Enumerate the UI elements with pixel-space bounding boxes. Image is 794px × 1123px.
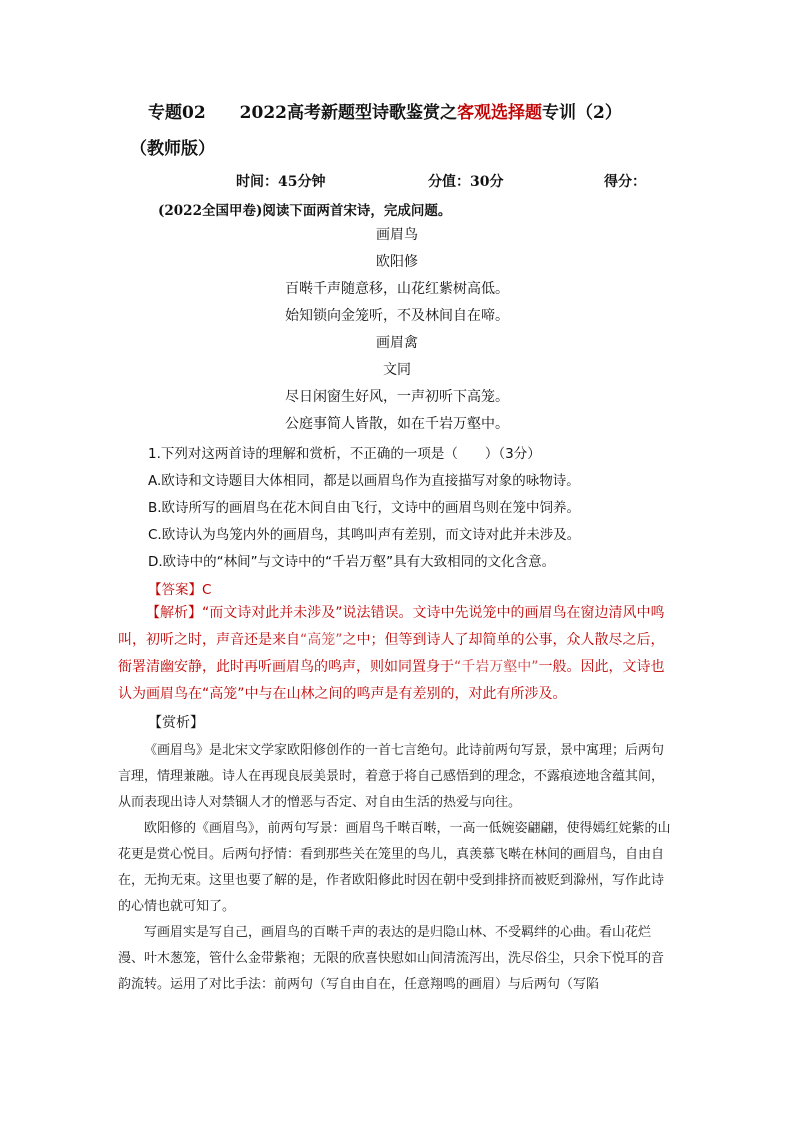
appreciation-label: 【赏析】 xyxy=(148,715,204,731)
appreciation-para-3 xyxy=(118,920,674,998)
poem2-line2: 公庭事简人皆散，如在千岩万壑中。 xyxy=(285,416,509,432)
poem1-line2: 始知锁向金笼听，不及林间自在啼。 xyxy=(285,308,509,324)
answer-line xyxy=(148,578,211,598)
option-b: B.欧诗所写的画眉鸟在花木间自由飞行，文诗中的画眉鸟则在笼中饲养。 xyxy=(148,500,581,516)
time-label: 时间：45分钟 xyxy=(236,174,326,190)
analysis-block xyxy=(118,600,674,708)
analysis-text-1: “而文诗对此并未涉及”说法错误。文诗中先说笼中的画眉鸟在窗边清风中鸣叫，初听之时，声音还是来自 xyxy=(118,605,665,648)
poem1-author: 欧阳修 xyxy=(376,254,418,270)
title-suffix: 专训（2） xyxy=(542,103,622,123)
option-d: D.欧诗中的“林间”与文诗中的“千岩万壑”具有大致相同的文化含意。 xyxy=(148,554,556,570)
analysis-highlight-1: “高笼” xyxy=(300,632,343,648)
poem1-line1: 百啭千声随意移，山花红紫树高低。 xyxy=(285,281,509,297)
question-stem: 1.下列对这两首诗的理解和赏析，不正确的一项是（ ）（3分） xyxy=(148,446,541,462)
option-c: C.欧诗认为鸟笼内外的画眉鸟，其鸣叫声有差别，而文诗对此并未涉及。 xyxy=(148,527,581,543)
appreciation-para-2 xyxy=(118,816,674,920)
page-title xyxy=(148,98,622,123)
got-label: 得分： xyxy=(604,174,646,190)
source-instruction: (2022全国甲卷)阅读下面两首宋诗，完成问题。 xyxy=(158,203,452,219)
option-a: A.欧诗和文诗题目大体相同，都是以画眉鸟作为直接描写对象的咏物诗。 xyxy=(148,473,580,489)
answer-value: C xyxy=(202,582,212,598)
title-highlight: 客观选择题 xyxy=(457,103,542,123)
appreciation-para-1 xyxy=(118,738,674,816)
edition-label: （教师版） xyxy=(130,139,215,159)
appreciation-text-1: 《画眉鸟》是北宋文学家欧阳修创作的一首七言绝句。此诗前两句写景，景中寓理；后两句言理，情理兼融。诗人在再现良辰美景时，着意于将自己感悟到的理念，不露痕迹地含蕴其间，从而表现出诗人对禁锢人才的憎恶与否定、对自由生活的热爱与向往。 xyxy=(118,743,665,810)
analysis-highlight-2: “千岩万壑中” xyxy=(454,659,539,675)
topic-number: 专题02 xyxy=(148,103,206,123)
poem2-author: 文同 xyxy=(383,362,411,378)
analysis-label: 【解析】 xyxy=(146,605,202,621)
poem2-title: 画眉禽 xyxy=(376,335,418,351)
appreciation-text-3: 写画眉实是写自己，画眉鸟的百啭千声的表达的是归隐山林、不受羁绊的心曲。看山花烂漫、叶木葱笼，管什么金带紫袍；无限的欣喜快慰如山间清流泻出，洗尽俗尘，只余下悦耳的音韵流转。运用了对比手法：前两句（写自由自在，任意翔鸣的画眉）与后两句（写陷 xyxy=(118,925,665,992)
score-label: 分值：30分 xyxy=(428,174,504,190)
title-prefix: 2022高考新题型诗歌鉴赏之 xyxy=(239,103,457,123)
poem2-line1: 尽日闲窗生好风，一声初听下高笼。 xyxy=(285,389,509,405)
analysis-text-3: 一般。因此，文诗也认为画眉鸟在“高笼”中与在山林之间的鸣声是有差别的，对此有所涉及。 xyxy=(118,659,665,702)
answer-label: 【答案】 xyxy=(148,582,202,598)
poem1-title: 画眉鸟 xyxy=(376,227,418,243)
analysis-text-2: 之中；但等到诗人了却简单的公事，众人散尽之后，衙署清幽安静，此时再听画眉鸟的鸣声，则如同置身于 xyxy=(118,632,665,675)
appreciation-text-2: 欧阳修的《画眉鸟》，前两句写景：画眉鸟千啭百啭，一高一低婉姿翩翩，使得嫣红姹紫的山花更是赏心悦目。后两句抒情：看到那些关在笼里的鸟儿，真羡慕飞啭在林间的画眉鸟，自由自在，无拘无束。这里也要了解的是，作者欧阳修此时因在朝中受到排挤而被贬到滁州，写作此诗的心情也就可知了。 xyxy=(118,821,671,914)
